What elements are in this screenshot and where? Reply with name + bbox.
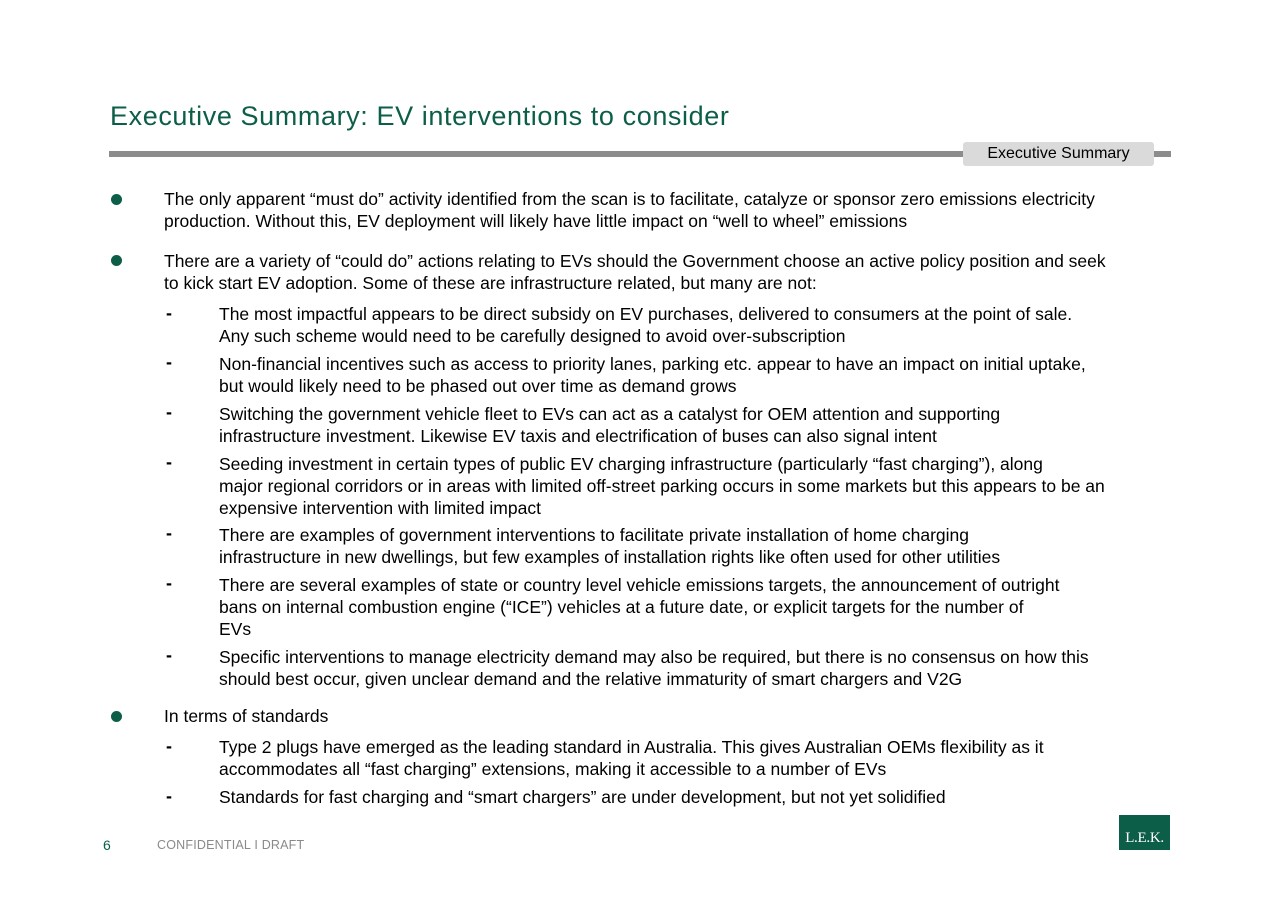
text-line: There are several examples of state or country level vehicle emissions targets, the announcement of outright	[219, 575, 1060, 595]
text-line: to kick start EV adoption. Some of these are infrastructure related, but many are not:	[164, 273, 817, 293]
sub-bullet-dash: -	[166, 303, 172, 323]
sub-bullet-dash: -	[166, 736, 172, 756]
bullet-dot	[111, 711, 122, 722]
text-line: There are examples of government interventions to facilitate private installation of home charging	[219, 525, 969, 545]
text-line: accommodates all “fast charging” extensions, making it accessible to a number of EVs	[219, 759, 887, 779]
text-line: Non-financial incentives such as access to priority lanes, parking etc. appear to have an impact on initial uptake,	[219, 354, 1086, 374]
text-line: expensive intervention with limited impact	[219, 498, 541, 518]
text-line: Type 2 plugs have emerged as the leading standard in Australia. This gives Australian OEMs flexibility as it	[219, 737, 1044, 757]
sub-bullet-text	[219, 303, 1169, 347]
text-line: bans on internal combustion engine (“ICE”) vehicles at a future date, or explicit targets for the number of	[219, 597, 1024, 617]
page-number: 6	[103, 837, 111, 853]
sub-bullet-text	[219, 574, 1169, 640]
text-line: There are a variety of “could do” actions relating to EVs should the Government choose an active policy position and seek	[164, 251, 1106, 271]
text-line: infrastructure investment. Likewise EV taxis and electrification of buses can also signal intent	[219, 426, 937, 446]
sub-bullet-text	[219, 453, 1169, 519]
sub-bullet-text	[219, 524, 1169, 568]
sub-bullet-text	[219, 403, 1169, 447]
bullet-text	[164, 705, 1164, 727]
text-line: Any such scheme would need to be carefully designed to avoid over-subscription	[219, 326, 846, 346]
sub-bullet-text	[219, 353, 1169, 397]
footer-label	[157, 838, 304, 852]
text-line: Switching the government vehicle fleet to EVs can act as a catalyst for OEM attention and supporting	[219, 404, 1001, 424]
bullet-dot	[111, 255, 122, 266]
bullet-dot	[111, 194, 122, 205]
text-line: Seeding investment in certain types of public EV charging infrastructure (particularly “fast charging”), along	[219, 454, 1043, 474]
text-line: production. Without this, EV deployment will likely have little impact on “well to wheel” emissions	[164, 211, 908, 231]
sub-bullet-dash: -	[166, 645, 172, 665]
text-line: but would likely need to be phased out over time as demand grows	[219, 376, 737, 396]
sub-bullet-dash: -	[166, 573, 172, 593]
text-line: infrastructure in new dwellings, but few examples of installation rights like often used for other utilities	[219, 547, 1001, 567]
sub-bullet-dash: -	[166, 352, 172, 372]
lek-logo: L.E.K.	[1119, 815, 1170, 850]
sub-bullet-dash: -	[166, 452, 172, 472]
sub-bullet-dash: -	[166, 523, 172, 543]
draft-label: DRAFT	[261, 838, 305, 852]
text-line: Standards for fast charging and “smart chargers” are under development, but not yet solidified	[219, 787, 946, 807]
section-tag: Executive Summary	[963, 142, 1154, 166]
text-line: major regional corridors or in areas with limited off-street parking occurs in some markets but this appears to be an	[219, 476, 1105, 496]
page-title: Executive Summary: EV interventions to consider	[110, 101, 730, 131]
confidential-label: CONFIDENTIAL	[157, 838, 251, 852]
sub-bullet-dash: -	[166, 402, 172, 422]
text-line: should best occur, given unclear demand and the relative immaturity of smart chargers and V2G	[219, 669, 963, 689]
text-line: EVs	[219, 619, 252, 639]
bullet-text	[164, 188, 1164, 232]
sub-bullet-dash: -	[166, 786, 172, 806]
sub-bullet-text	[219, 786, 1169, 808]
bullet-text	[164, 250, 1164, 294]
sub-bullet-text	[219, 646, 1169, 690]
text-line: The most impactful appears to be direct subsidy on EV purchases, delivered to consumers at the point of sale.	[219, 304, 1073, 324]
text-line: In terms of standards	[164, 706, 329, 726]
footer-separator: I	[254, 838, 258, 852]
text-line: Specific interventions to manage electricity demand may also be required, but there is no consensus on how this	[219, 647, 1089, 667]
sub-bullet-text	[219, 736, 1169, 780]
text-line: The only apparent “must do” activity identified from the scan is to facilitate, catalyze or sponsor zero emissions electricity	[164, 189, 1095, 209]
